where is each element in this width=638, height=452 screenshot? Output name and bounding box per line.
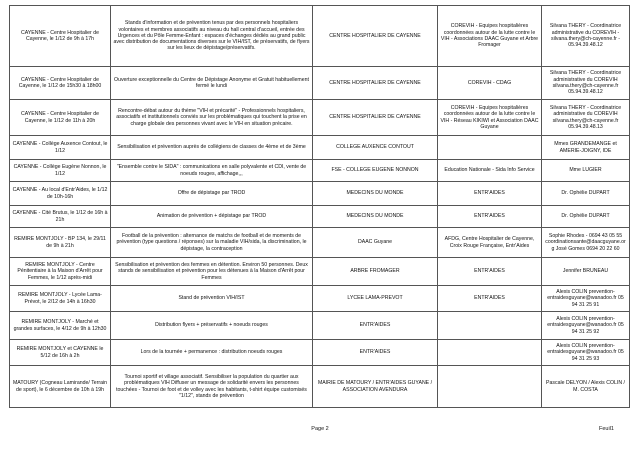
table-row xyxy=(10,228,630,258)
cell-lieu: REMIRE MONTJOLY - Lycée Lama-Prévot, le 2/12 de 14h à 16h30 xyxy=(10,286,111,312)
cell-lieu: CAYENNE - Centre Hospitalier de Cayenne, le 1/12 de 9h à 17h xyxy=(10,6,111,67)
cell-action: "Ensemble contre le SIDA" : communications en salle polyvalente et CDI, vente de noeuds rouges, affichage,,, xyxy=(111,160,313,182)
cell-structure: DAAC Guyane xyxy=(313,228,438,258)
cell-action: Distribution flyers + préservatifs + noeuds rouges xyxy=(111,312,313,340)
cell-action: Sensibilisation et prévention auprès de collégiens de classes de 4ème et de 3ème xyxy=(111,136,313,160)
cell-lieu: REMIRE MONTJOLY - BP 134, le 29/11 de 9h à 21h xyxy=(10,228,111,258)
actions-table xyxy=(9,5,630,408)
cell-lieu: CAYENNE - Collège Eugène Nonnon, le 1/12 xyxy=(10,160,111,182)
cell-contact: Silvana THERY - Coordinatrice administrative du COREVIH silvana.thery@ch-cayenne.fr 05.94.39.48.13 xyxy=(542,100,630,136)
cell-structure: CENTRE HOSPITALIER DE CAYENNE xyxy=(313,100,438,136)
cell-structure: ARBRE FROMAGER xyxy=(313,258,438,286)
cell-lieu: CAYENNE - Au local d'Entr'Aides, le 1/12 de 10h-16h xyxy=(10,182,111,206)
cell-contact: Pascale DELYON / Alexis COLIN / M. COSTA xyxy=(542,366,630,408)
page-number: Page 2 xyxy=(311,426,329,432)
table-row xyxy=(10,136,630,160)
cell-partenaires: COREVIH - Equipes hospitalières coordonnées autour de la lutte contre le VIH - Réseau KIKIWI et Association DAAC Guyane xyxy=(438,100,542,136)
cell-contact: Alexis COLIN prevention-entraidesguyane@wanadoo.fr 05 94 31 25 93 xyxy=(542,340,630,366)
cell-structure: MEDECINS DU MONDE xyxy=(313,206,438,228)
cell-contact: Sophie Rhodes - 0694 43 05 55 coordinationsante@daacguyane.org José Gomes 0694 20 22 60 xyxy=(542,228,630,258)
cell-lieu: CAYENNE - Collège Auxence Contout, le 1/12 xyxy=(10,136,111,160)
cell-contact: Jennifer BRUNEAU xyxy=(542,258,630,286)
table-row xyxy=(10,286,630,312)
table-row xyxy=(10,67,630,100)
cell-structure: ENTR'AIDES xyxy=(313,312,438,340)
table-body xyxy=(10,6,630,408)
cell-lieu: MATOURY (Cogneau Lamirande/ Terrain de sport), le 6 décembre de 10h à 19h xyxy=(10,366,111,408)
cell-action: Offre de dépistage par TROD xyxy=(111,182,313,206)
cell-action: Sensibilisation et prévention des femmes en détention. Environ 50 personnes. Deux stands de sensibilisation et prévention pour les détenues à la Maison d'Arrêt pour Femmes xyxy=(111,258,313,286)
cell-contact: Silvana THERY - Coordinatrice administrative du COREVIH - silvana.thery@ch-cayenne.fr - 05.94.39.48.12 xyxy=(542,6,630,67)
table-row xyxy=(10,312,630,340)
cell-action: Stands d'information et de prévention tenus par des personnels hospitaliers volontaires et membres associatifs au niveau du hall central d'accueil, entrée des Urgences et du Pôle Femme-Enfant : espaces d'échanges dédiés au grand public avec distribution de documentations diverses sur le VIH/IST, de préservatifs, de flyers sur les lieux de dépistage/préservatifs. xyxy=(111,6,313,67)
cell-partenaires xyxy=(438,340,542,366)
cell-partenaires xyxy=(438,366,542,408)
cell-partenaires: COREVIH - Equipes hospitalières coordonnées autour de la lutte contre le VIH - Associations DAAC Guyane et Arbre Fromager xyxy=(438,6,542,67)
cell-action: Ouverture exceptionnelle du Centre de Dépistage Anonyme et Gratuit habituellement fermé le lundi xyxy=(111,67,313,100)
cell-partenaires: AFDG, Centre Hospitalier de Cayenne, Croix Rouge Française, Entr'Aides xyxy=(438,228,542,258)
cell-contact: Mmes GRANDEMANGE et AMERIE-JOIGNY, IDE xyxy=(542,136,630,160)
table-row xyxy=(10,6,630,67)
cell-partenaires: ENTR'AIDES xyxy=(438,258,542,286)
cell-partenaires: Education Nationale - Sida Info Service xyxy=(438,160,542,182)
cell-contact: Mme LUGIER xyxy=(542,160,630,182)
sheet-name: Feuil1 xyxy=(599,426,614,432)
table-row xyxy=(10,206,630,228)
cell-lieu: REMIRE MONTJOLY et CAYENNE le 5/12 de 16h à 2h xyxy=(10,340,111,366)
cell-lieu: CAYENNE - Centre Hospitalier de Cayenne, le 1/12 de 15h30 à 18h00 xyxy=(10,67,111,100)
cell-lieu: CAYENNE - Centre Hospitalier de Cayenne, le 1/12 de 11h à 20h xyxy=(10,100,111,136)
cell-contact: Alexis COLIN prevention-entraidesguyane@wanadoo.fr 05 94 31 25 92 xyxy=(542,312,630,340)
cell-structure: CENTRE HOSPITALIER DE CAYENNE xyxy=(313,6,438,67)
cell-structure: COLLEGE AUXENCE CONTOUT xyxy=(313,136,438,160)
cell-lieu: REMIRE MONTJOLY - Centre Pénitentiaire à la Maison d'Arrêt pour Femmes, le 1/12 après-midi xyxy=(10,258,111,286)
cell-contact: Alexis COLIN prevention-entraidesguyane@wanadoo.fr 05 94 31 25 91 xyxy=(542,286,630,312)
cell-contact: Silvana THERY - Coordinatrice administrative du COREVIH silvana.thery@ch-cayenne.fr 05.94.39.48.12 xyxy=(542,67,630,100)
cell-structure: MEDECINS DU MONDE xyxy=(313,182,438,206)
cell-partenaires xyxy=(438,136,542,160)
cell-partenaires: COREVIH - CDAG xyxy=(438,67,542,100)
cell-action: Lors de la tournée + permanence : distribution noeuds rouges xyxy=(111,340,313,366)
cell-structure: ENTR'AIDES xyxy=(313,340,438,366)
cell-action: Stand de prévention VIH/IST xyxy=(111,286,313,312)
cell-structure: MAIRIE DE MATOURY / ENTR'AIDES GUYANE / ASSOCIATION AVENDURA xyxy=(313,366,438,408)
table-row xyxy=(10,100,630,136)
table-row xyxy=(10,340,630,366)
cell-structure: FSE - COLLEGE EUGENE NONNON xyxy=(313,160,438,182)
table-row xyxy=(10,160,630,182)
cell-partenaires: ENTR'AIDES xyxy=(438,206,542,228)
table-row xyxy=(10,258,630,286)
cell-partenaires: ENTR'AIDES xyxy=(438,182,542,206)
cell-action: Tournoi sportif et village associatif. Sensibiliser la population du quartier aux problématiques VIH Diffuser un message de solidarité envers les personnes touchées - Tournoi de foot et de volley avec les habitants, t-shirt équipe customisés "1/12", stands de prévention xyxy=(111,366,313,408)
cell-structure: CENTRE HOSPITALIER DE CAYENNE xyxy=(313,67,438,100)
cell-contact: Dr. Ophélie DUPART xyxy=(542,182,630,206)
cell-partenaires: ENTR'AIDES xyxy=(438,286,542,312)
cell-action: Rencontre-débat autour du thème "VIH et précarité" - Professionnels hospitaliers, associatifs et institutionnels conviés sur les problématiques qui touchent la prise en charge globale des personnes vivant avec le VIH en situation précaire. xyxy=(111,100,313,136)
table-row xyxy=(10,182,630,206)
cell-lieu: REMIRE MONTJOLY - Marché et grandes surfaces, le 4/12 de 9h à 12h30 xyxy=(10,312,111,340)
cell-action: Football de la prévention : alternance de matchs de football et de moments de prévention (type questions / réponses) sur la maladie VIH/sida, la discrimination, le dépistage, la contraception xyxy=(111,228,313,258)
table-row xyxy=(10,366,630,408)
cell-lieu: CAYENNE - Cité Brutus, le 1/12 de 16h à 21h xyxy=(10,206,111,228)
cell-contact: Dr. Ophélie DUPART xyxy=(542,206,630,228)
cell-structure: LYCEE LAMA-PREVOT xyxy=(313,286,438,312)
cell-partenaires xyxy=(438,312,542,340)
cell-action: Animation de prévention + dépistage par TROD xyxy=(111,206,313,228)
